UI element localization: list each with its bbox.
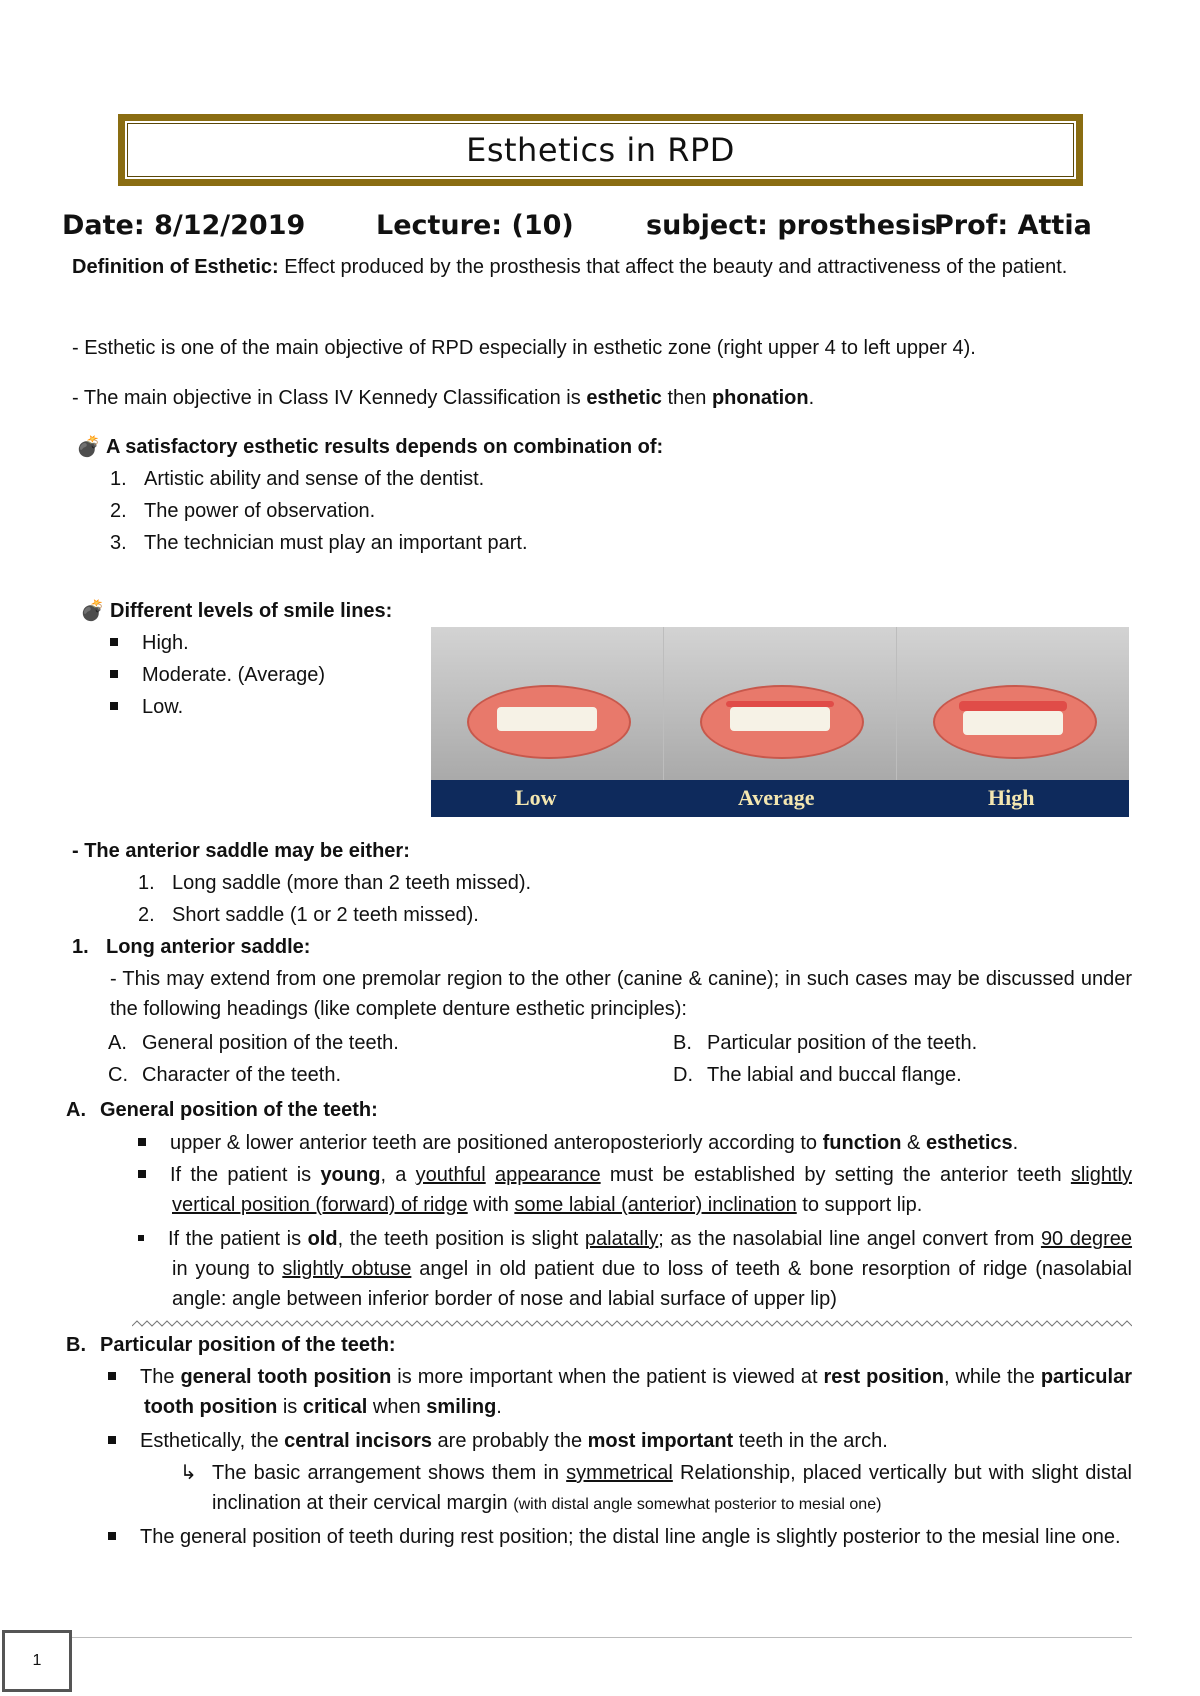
caption-bar <box>431 780 1129 817</box>
subject-value: prosthesis <box>777 210 937 241</box>
list-item: 1. Artistic ability and sense of the dentist. <box>110 468 485 490</box>
definition-text: Effect produced by the prosthesis that affect the beauty and attractiveness of the patient. <box>278 256 1068 278</box>
heading-item: B. Particular position of the teeth. <box>673 1032 978 1054</box>
list-item: Moderate. (Average) <box>110 660 1170 690</box>
sub-bullet-item: ↳ The basic arrangement shows them in symmetrical Relationship, placed vertically but with slight distal inclination at their cervical margin (with distal angle somewhat posterior to mesial one) <box>180 1458 1132 1520</box>
definition-paragraph <box>72 252 1132 282</box>
definition-term: Definition of Esthetic: <box>72 256 279 278</box>
paragraph-1: - Esthetic is one of the main objective of RPD especially in esthetic zone (right upper 4 to left upper 4). <box>72 337 976 359</box>
prof-value: Attia <box>1017 210 1092 241</box>
bomb-icon: 💣 <box>80 600 105 622</box>
heading-item: C. Character of the teeth. <box>108 1064 342 1086</box>
square-bullet-icon <box>108 1532 116 1540</box>
smile-photo-high <box>897 627 1129 782</box>
bullet-item: The general tooth position is more important when the patient is viewed at rest position, while the particular tooth position is critical when smiling. <box>108 1362 1132 1422</box>
saddle-heading: - The anterior saddle may be either: <box>72 840 410 862</box>
lecture-value: (10) <box>511 210 574 241</box>
caption-low: Low <box>515 785 557 810</box>
square-bullet-icon <box>110 702 118 710</box>
list-item: High. <box>110 628 1170 658</box>
title-box <box>118 114 1083 186</box>
footer-rule <box>70 1637 1132 1638</box>
square-bullet-icon <box>108 1436 116 1444</box>
bullet-item: Esthetically, the central incisors are probably the most important teeth in the arch. <box>108 1426 1168 1456</box>
lecture-label: Lecture: <box>376 210 503 241</box>
list-item: Low. <box>110 692 1170 722</box>
date-value: 8/12/2019 <box>154 210 306 241</box>
list-item: 2. The power of observation. <box>110 500 376 522</box>
page-number: 1 <box>2 1630 72 1692</box>
subject-label: subject: <box>646 210 768 241</box>
caption-high: High <box>988 785 1035 810</box>
square-bullet-icon <box>138 1170 146 1178</box>
square-bullet-icon <box>138 1138 146 1146</box>
smile-heading: 💣 Different levels of smile lines: <box>80 596 1140 626</box>
smile-lines-figure <box>431 627 1129 817</box>
date-label: Date: <box>62 210 145 241</box>
list-item: 3. The technician must play an important part. <box>110 532 528 554</box>
paragraph-2: - The main objective in Class IV Kennedy Classification is esthetic then phonation. <box>72 387 815 409</box>
caption-average: Average <box>738 785 815 810</box>
satisfactory-heading: 💣 A satisfactory esthetic results depends on combination of: <box>76 432 1136 462</box>
bullet-item: If the patient is old, the teeth position is slight palatally; as the nasolabial line angel convert from 90 degree in young to slightly obtuse angel in old patient due to loss of teeth & bone resorption of ridge (nasolabial angle: angle between inferior border of nose and labial surface of upper lip) <box>138 1224 1132 1314</box>
smile-photo-average <box>664 627 896 782</box>
meta-subject <box>646 210 936 241</box>
smile-photo-low <box>431 627 663 782</box>
bomb-icon: 💣 <box>76 436 101 458</box>
meta-date <box>62 210 305 241</box>
square-bullet-icon <box>138 1235 144 1241</box>
heading-item: A. General position of the teeth. <box>108 1032 399 1054</box>
square-bullet-icon <box>110 638 118 646</box>
page-title: Esthetics in RPD <box>466 131 735 169</box>
long-saddle-text: - This may extend from one premolar region to the other (canine & canine); in such cases may be discussed under the following headings (like complete denture esthetic principles): <box>110 968 1132 1020</box>
list-item: 1. Long saddle (more than 2 teeth missed). <box>138 872 532 894</box>
meta-prof <box>934 210 1092 241</box>
heading-item: D. The labial and buccal flange. <box>673 1064 962 1086</box>
long-saddle-heading: 1. Long anterior saddle: <box>72 936 311 958</box>
square-bullet-icon <box>110 670 118 678</box>
zigzag-divider <box>132 1320 1132 1328</box>
section-a-heading: A. General position of the teeth: <box>66 1099 378 1121</box>
arrow-bullet-icon: ↳ <box>180 1462 197 1484</box>
prof-label: Prof: <box>934 210 1009 241</box>
bullet-item: upper & lower anterior teeth are positioned anteroposteriorly according to function & esthetics. <box>138 1128 1132 1158</box>
section-b-heading: B. Particular position of the teeth: <box>66 1334 396 1356</box>
list-item: 2. Short saddle (1 or 2 teeth missed). <box>138 904 479 926</box>
bullet-item: The general position of teeth during rest position; the distal line angle is slightly posterior to the mesial line one. <box>108 1522 1132 1552</box>
square-bullet-icon <box>108 1372 116 1380</box>
meta-lecture <box>376 210 574 241</box>
bullet-item: If the patient is young, a youthful appearance must be established by setting the anterior teeth slightly vertical position (forward) of ridge with some labial (anterior) inclination to support lip. <box>138 1160 1132 1220</box>
